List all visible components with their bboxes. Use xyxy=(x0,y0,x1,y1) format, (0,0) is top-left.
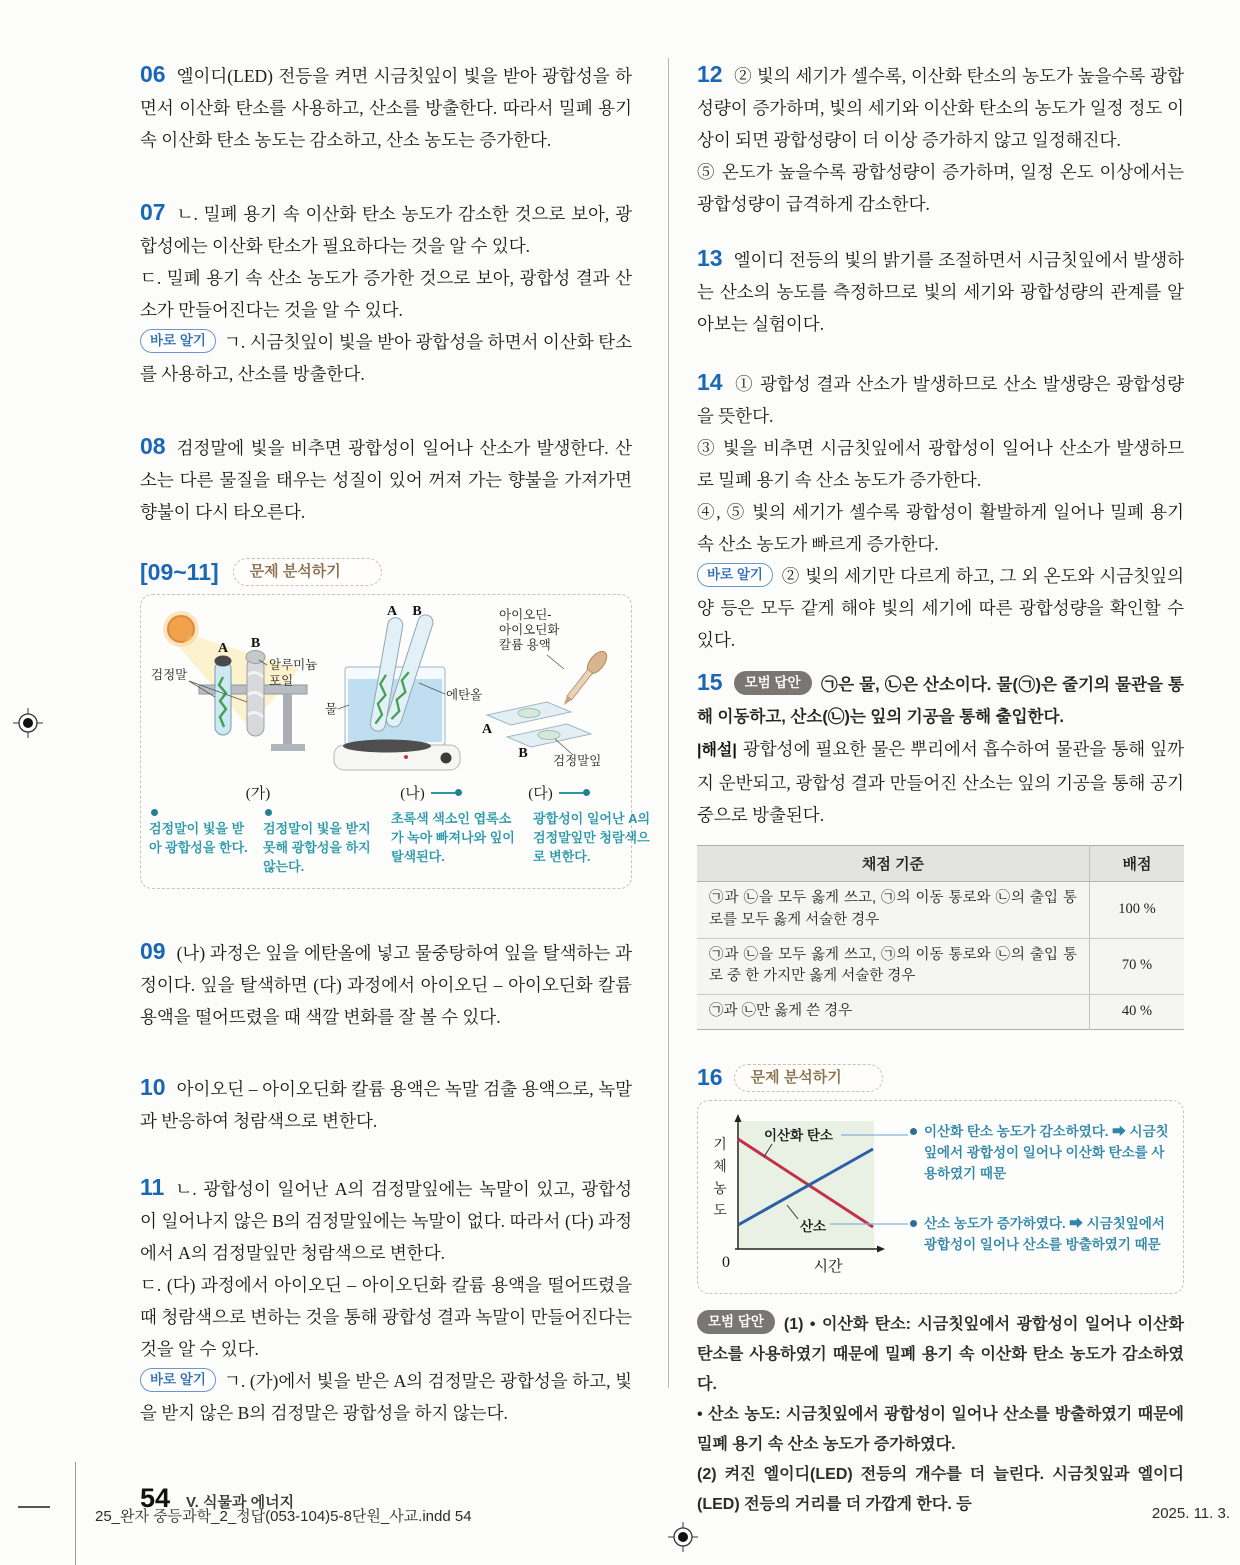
score-cell: 100 % xyxy=(1090,882,1185,939)
model-answer-text: ㉠은 물, ㉡은 산소이다. 물(㉠)은 줄기의 물관을 통해 이동하고, 산소(㉡)는 잎의 기공을 통해 출입한다. xyxy=(697,676,1184,726)
baro-algi-badge: 바로 알기 xyxy=(140,329,216,353)
y-axis-label-char: 기 xyxy=(713,1135,727,1152)
y-axis-label-char: 도 xyxy=(713,1201,727,1218)
page-number: 54 xyxy=(140,1483,171,1513)
model-answer-badge: 모범 답안 xyxy=(734,671,812,695)
left-column xyxy=(140,58,651,1520)
answer-text: ㄷ. 밀폐 용기 속 산소 농도가 증가한 것으로 보아, 광합성 결과 산소가 만들어진다는 것을 알 수 있다. xyxy=(140,268,632,320)
label-water: 물 xyxy=(325,702,338,716)
model-answer-text: (2) 켜진 엘이디(LED) 전등의 개수를 더 늘린다. 시금칫잎과 엘이디(LED) 전등의 거리를 더 가깝게 한다. 등 xyxy=(697,1465,1184,1513)
item-number: 07 xyxy=(140,199,166,225)
item-number: 11 xyxy=(140,1174,165,1200)
caption-na: 초록색 색소인 엽록소가 녹아 빠져나와 잎이 탈색된다. xyxy=(391,811,515,864)
answer-text: 엘이디(LED) 전등을 켜면 시금칫잎이 빛을 받아 광합성을 하면서 이산화 탄소를 사용하고, 산소를 방출한다. 따라서 밀폐 용기 속 이산화 탄소 농도는 감소하고, 산소 농도는 증가한다. xyxy=(140,66,632,150)
label-slide-a: A xyxy=(481,722,493,737)
table-row xyxy=(697,882,1184,939)
answer-text: ③ 빛을 비추면 시금칫잎에서 광합성이 일어나 산소가 발생하므로 밀폐 용기 속 산소 농도가 증가한다. xyxy=(697,438,1184,490)
answer-text: ② 빛의 세기가 셀수록, 이산화 탄소의 농도가 높을수록 광합성량이 증가하며, 빛의 세기와 이산화 탄소의 농도가 일정 정도 이상이 되면 광합성량이 더 이상 증가하지 않고 일정해진다. xyxy=(697,66,1184,150)
experiment-apparatus-illustration xyxy=(149,605,619,775)
stage-label-da: (다) xyxy=(528,786,553,802)
answer-item-14 xyxy=(697,366,1184,656)
slide-b xyxy=(507,724,591,747)
origin-label: 0 xyxy=(722,1253,730,1271)
label-iodine-3: 칼륨 용액 xyxy=(499,638,551,652)
model-answer-16 xyxy=(697,1310,1184,1520)
item-number: 08 xyxy=(140,433,166,459)
graph-analysis-box xyxy=(697,1100,1184,1294)
answer-text: 아이오딘 – 아이오딘화 칼륨 용액은 녹말 검출 용액으로, 녹말과 반응하여 청람색으로 변한다. xyxy=(140,1079,632,1131)
model-answer-badge: 모범 답안 xyxy=(697,1310,775,1334)
answer-text: ④, ⑤ 빛의 세기가 셀수록 광합성이 활발하게 일어나 밀폐 용기 속 산소 농도가 빠르게 증가한다. xyxy=(697,502,1184,554)
item-number: 12 xyxy=(697,61,723,87)
o2-series-label: 산소 xyxy=(800,1218,827,1234)
model-answer-text: (1) • 이산화 탄소: 시금칫잎에서 광합성이 일어나 이산화 탄소를 사용하였기 때문에 밀폐 용기 속 이산화 탄소 농도가 감소하였다. xyxy=(697,1315,1184,1393)
item-number: 15 xyxy=(697,669,723,695)
grading-criteria-section xyxy=(697,845,1184,1030)
bullet-dot xyxy=(910,1128,917,1135)
grading-table xyxy=(697,845,1184,1030)
co2-series-label: 이산화 탄소 xyxy=(764,1127,833,1143)
item-number: 14 xyxy=(697,369,723,395)
answer-text: 검정말에 빛을 비추면 광합성이 일어나 산소가 발생한다. 산소는 다른 물질을 태우는 성질이 있어 꺼져 가는 향불을 가져가면 향불이 다시 타오른다. xyxy=(140,438,632,522)
print-file-name: 25_완자 중등과학_2_정답(053-104)5-8단원_사교.indd 54 xyxy=(95,1508,472,1525)
annotation-text: 이산화 탄소 농도가 감소하였다. ➡ 시금칫잎에서 광합성이 일어나 이산화 탄소를 사용하였기 때문 xyxy=(924,1123,1169,1181)
connector-dot xyxy=(583,789,590,796)
item-number: 10 xyxy=(140,1074,166,1100)
explanation-text: 광합성에 필요한 물은 뿌리에서 흡수하여 물관을 통해 잎까지 운반되고, 광합성 결과 만들어진 산소는 잎의 기공을 통해 공기 중으로 방출된다. xyxy=(697,739,1184,825)
page-content xyxy=(140,58,1184,1520)
item-number: 13 xyxy=(697,245,723,271)
answer-item-07 xyxy=(140,196,632,390)
table-row xyxy=(697,995,1184,1030)
answer-text: ㄴ. 밀폐 용기 속 이산화 탄소 농도가 감소한 것으로 보아, 광합성에는 이산화 탄소가 필요하다는 것을 알 수 있다. xyxy=(140,204,632,256)
table-row xyxy=(697,938,1184,995)
stage-label-ga: (가) xyxy=(245,786,271,802)
annotation-co2 xyxy=(910,1121,1173,1184)
x-axis-label: 시간 xyxy=(813,1258,843,1275)
chapter-title: V. 식물과 에너지 xyxy=(186,1494,295,1511)
baro-algi-badge: 바로 알기 xyxy=(140,1368,216,1392)
answer-text: ⑤ 온도가 높을수록 광합성량이 증가하며, 일정 온도 이상에서는 광합성량이 급격하게 감소한다. xyxy=(697,162,1184,214)
model-answer-text: • 산소 농도: 시금칫잎에서 광합성이 일어나 산소를 방출하였기 때문에 밀폐 용기 속 산소 농도가 증가하였다. xyxy=(697,1405,1184,1453)
registration-mark xyxy=(13,708,43,738)
grading-table-header-criteria: 채점 기준 xyxy=(697,846,1090,882)
label-tube-b: B xyxy=(250,636,261,651)
answer-text: (나) 과정은 잎을 에탄올에 넣고 물중탕하여 잎을 탈색하는 과정이다. 잎을 탈색하면 (다) 과정에서 아이오딘 – 아이오딘화 칼륨 용액을 떨어뜨렸을 때 색깔 변화를 잘 볼 수 있다. xyxy=(140,943,632,1027)
item-number: 16 xyxy=(697,1064,723,1091)
diagram-captions xyxy=(149,809,651,876)
bullet-dot xyxy=(910,1220,917,1227)
criteria-cell: ㉠과 ㉡을 모두 옳게 쓰고, ㉠의 이동 통로와 ㉡의 출입 통로를 모두 옳게 서술한 경우 xyxy=(697,882,1090,939)
answer-item-13 xyxy=(697,242,1184,340)
answer-item-12 xyxy=(697,58,1184,220)
baro-text: ② 빛의 세기만 다르게 하고, 그 외 온도와 시금칫잎의 양 등은 모두 같게 해야 빛의 세기에 따른 광합성량을 확인할 수 있다. xyxy=(697,566,1184,650)
connector-line xyxy=(431,792,455,794)
y-axis-arrow xyxy=(735,1114,742,1122)
item-number: 09 xyxy=(140,938,166,964)
caption-ga-b: 검정말이 빛을 받지 못해 광합성을 하지 않는다. xyxy=(263,821,371,874)
answer-text: ㄴ. 광합성이 일어난 A의 검정말잎에는 녹말이 있고, 광합성이 일어나지 않은 B의 검정말잎에는 녹말이 없다. 따라서 (다) 과정에서 A의 검정말잎만 청람색으로 변한다. xyxy=(140,1179,632,1263)
answer-item-15 xyxy=(697,666,1184,831)
experiment-diagram-box xyxy=(140,594,651,889)
label-tube-a: A xyxy=(217,641,229,656)
score-cell: 40 % xyxy=(1090,995,1185,1030)
connector-dot xyxy=(151,809,158,816)
baro-text: ㄱ. (가)에서 빛을 받은 A의 검정말은 광합성을 하고, 빛을 받지 않은 B의 검정말은 광합성을 하지 않는다. xyxy=(140,1371,632,1423)
baro-algi-badge: 바로 알기 xyxy=(697,563,773,587)
label-waterweed: 검정말 xyxy=(151,668,188,682)
answer-item-08 xyxy=(140,430,632,528)
annotation-text: 산소 농도가 증가하였다. ➡ 시금칫잎에서 광합성이 일어나 산소를 방출하였기 때문 xyxy=(924,1215,1165,1252)
tube-b-foil-wrapped xyxy=(246,651,265,737)
print-date: 2025. 11. 3. xyxy=(1151,1505,1230,1522)
stage-labels-row xyxy=(149,782,623,803)
answer-text: 엘이디 전등의 빛의 밝기를 조절하면서 시금칫잎에서 발생하는 산소의 농도를 측정하므로 빛의 세기와 광합성량의 관계를 알아보는 실험이다. xyxy=(697,250,1184,334)
answer-item-09 xyxy=(140,935,632,1033)
answer-item-10 xyxy=(140,1071,632,1137)
registration-mark xyxy=(668,1522,698,1552)
criteria-cell: ㉠과 ㉡을 모두 옳게 쓰고, ㉠의 이동 통로와 ㉡의 출입 통로 중 한 가지만 옳게 서술한 경우 xyxy=(697,938,1090,995)
stage-label-na: (나) xyxy=(400,786,425,802)
criteria-cell: ㉠과 ㉡만 옳게 쓴 경우 xyxy=(709,1003,853,1019)
baro-text: ㄱ. 시금칫잎이 빛을 받아 광합성을 하면서 이산화 탄소를 사용하고, 산소를 방출한다. xyxy=(140,332,632,384)
analysis-box-16 xyxy=(697,1064,1184,1294)
y-axis-label-char: 농 xyxy=(713,1179,727,1196)
answer-text: ㄷ. (다) 과정에서 아이오딘 – 아이오딘화 칼륨 용액을 떨어뜨렸을 때 청람색으로 변하는 것을 통해 광합성 결과 녹말이 만들어진다는 것을 알 수 있다. xyxy=(140,1275,632,1359)
analysis-box-09-11 xyxy=(140,558,651,889)
section-range-label: [09~11] xyxy=(140,558,219,585)
dropper-icon xyxy=(558,648,610,709)
trim-mark xyxy=(18,1506,50,1508)
label-iodine-1: 아이오딘- xyxy=(499,608,552,622)
connector-dot xyxy=(265,809,272,816)
label-aluminum: 알루미늄 xyxy=(269,658,318,672)
right-column xyxy=(697,58,1184,1520)
x-axis-arrow xyxy=(877,1245,885,1252)
graph-annotations xyxy=(910,1113,1173,1281)
label-slide-b: B xyxy=(518,746,528,761)
label-waterweed-leaf: 검정말잎 xyxy=(553,754,602,768)
score-cell: 70 % xyxy=(1090,938,1185,995)
item-number: 06 xyxy=(140,61,166,87)
label-tube-b2: B xyxy=(412,605,422,619)
answer-item-06 xyxy=(140,58,632,156)
grading-table-header-score: 배점 xyxy=(1090,846,1185,882)
answer-item-11 xyxy=(140,1171,632,1429)
answer-text: ① 광합성 결과 산소가 발생하므로 산소 발생량은 광합성량을 뜻한다. xyxy=(697,374,1184,426)
analysis-badge: 문제 분석하기 xyxy=(734,1064,883,1092)
caption-da: 광합성이 일어난 A의 검정말잎만 청람색으로 변한다. xyxy=(533,811,651,864)
footer-rule xyxy=(75,1462,76,1565)
connector-dot xyxy=(455,789,462,796)
label-tube-a2: A xyxy=(386,605,398,619)
slide-a xyxy=(487,702,571,725)
annotation-o2 xyxy=(910,1213,1173,1255)
label-foil: 포일 xyxy=(269,674,294,688)
connector-line xyxy=(559,792,583,794)
label-iodine-2: 아이오딘화 xyxy=(499,623,560,637)
explanation-label: |해설| xyxy=(697,742,737,759)
y-axis-label-char: 체 xyxy=(713,1157,727,1174)
column-divider xyxy=(668,58,669,1388)
label-ethanol: 에탄올 xyxy=(446,688,483,702)
gas-concentration-graph xyxy=(708,1113,908,1281)
analysis-badge: 문제 분석하기 xyxy=(233,558,382,586)
caption-ga-a: 검정말이 빛을 받아 광합성을 한다. xyxy=(149,821,248,855)
